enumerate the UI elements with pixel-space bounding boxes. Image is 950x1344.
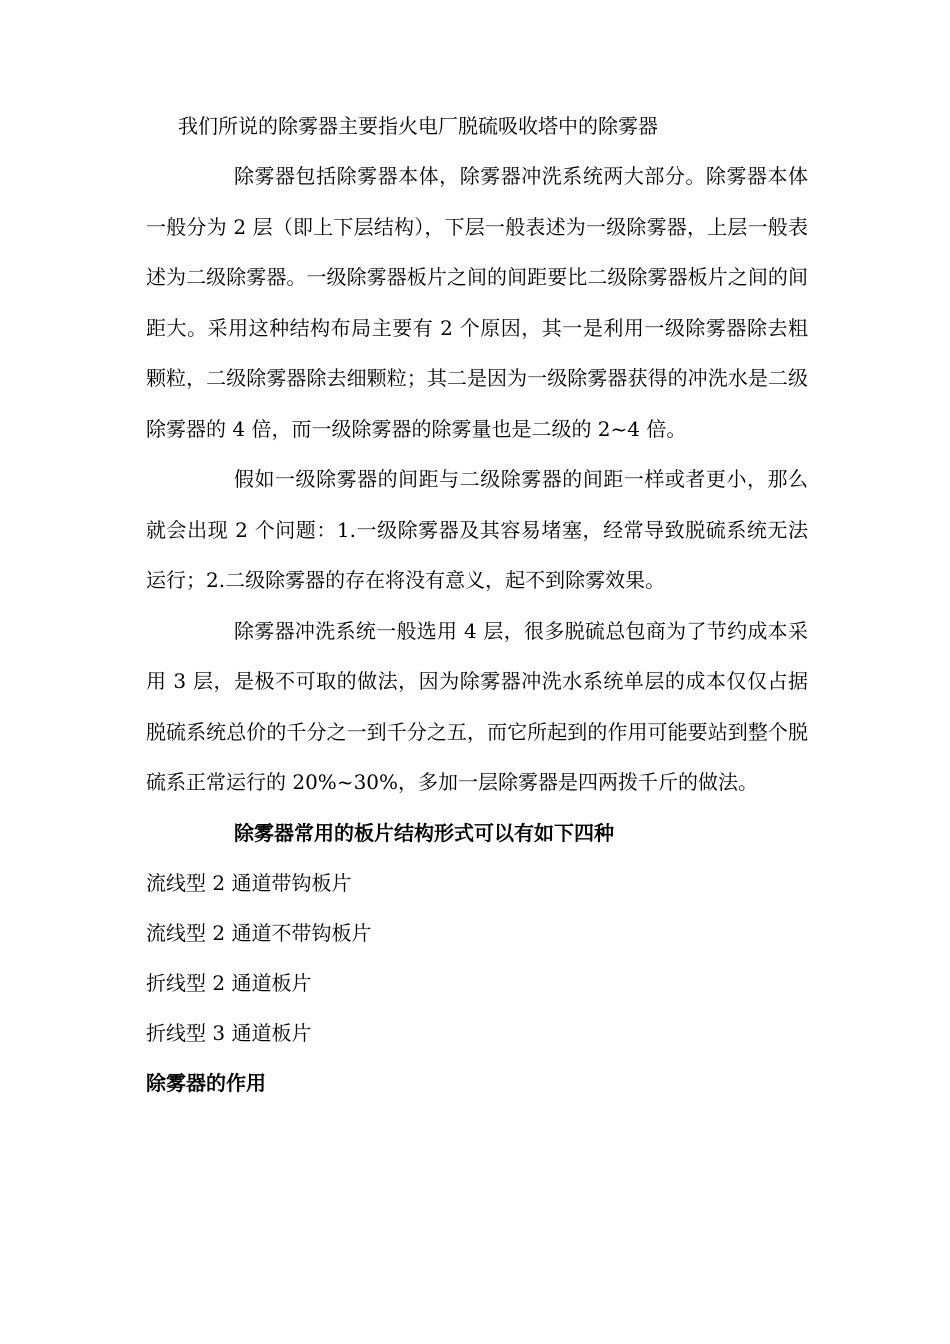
list-item: 流线型 2 通道带钩板片 xyxy=(146,870,352,895)
paragraph-spacing-problems: 假如一级除雾器的间距与二级除雾器的间距一样或者更小，那么就会出现 2 个问题：1.一级除雾器及其容易堵塞，经常导致脱硫系统无法运行；2.二级除雾器的存在将没有意义，起不到除雾效果。 xyxy=(146,467,808,592)
list-item: 折线型 3 通道板片 xyxy=(146,1020,312,1045)
paragraph-flushing-system: 除雾器冲洗系统一般选用 4 层，很多脱硫总包商为了节约成本采用 3 层，是极不可取的做法，因为除雾器冲洗水系统单层的成本仅仅占据脱硫系统总价的千分之一到千分之五，而它所起到的作用可能要站到整个脱硫系正常运行的 20%~30%，多加一层除雾器是四两拨千斤的做法。 xyxy=(146,618,808,794)
list-item: 折线型 2 通道板片 xyxy=(146,970,312,995)
paragraph-demister-structure: 除雾器包括除雾器本体，除雾器冲洗系统两大部分。除雾器本体一般分为 2 层（即上下层结构），下层一般表述为一级除雾器，上层一般表述为二级除雾器。一级除雾器板片之间的间距要比二级除雾器板片之间的间距大。采用这种结构布局主要有 2 个原因，其一是利用一级除雾器除去粗颗粒，二级除雾器除去细颗粒；其二是因为一级除雾器获得的冲洗水是二级除雾器的 4 倍，而一级除雾器的除雾量也是二级的 2~4 倍。 xyxy=(146,164,808,441)
plate-types-heading: 除雾器常用的板片结构形式可以有如下四种 xyxy=(234,820,614,845)
intro-line: 我们所说的除雾器主要指火电厂脱硫吸收塔中的除雾器 xyxy=(178,114,658,138)
document-body xyxy=(146,101,808,1108)
list-item: 流线型 2 通道不带钩板片 xyxy=(146,920,372,945)
plate-types-list xyxy=(146,858,808,1058)
section-title: 除雾器的作用 xyxy=(146,1070,266,1095)
